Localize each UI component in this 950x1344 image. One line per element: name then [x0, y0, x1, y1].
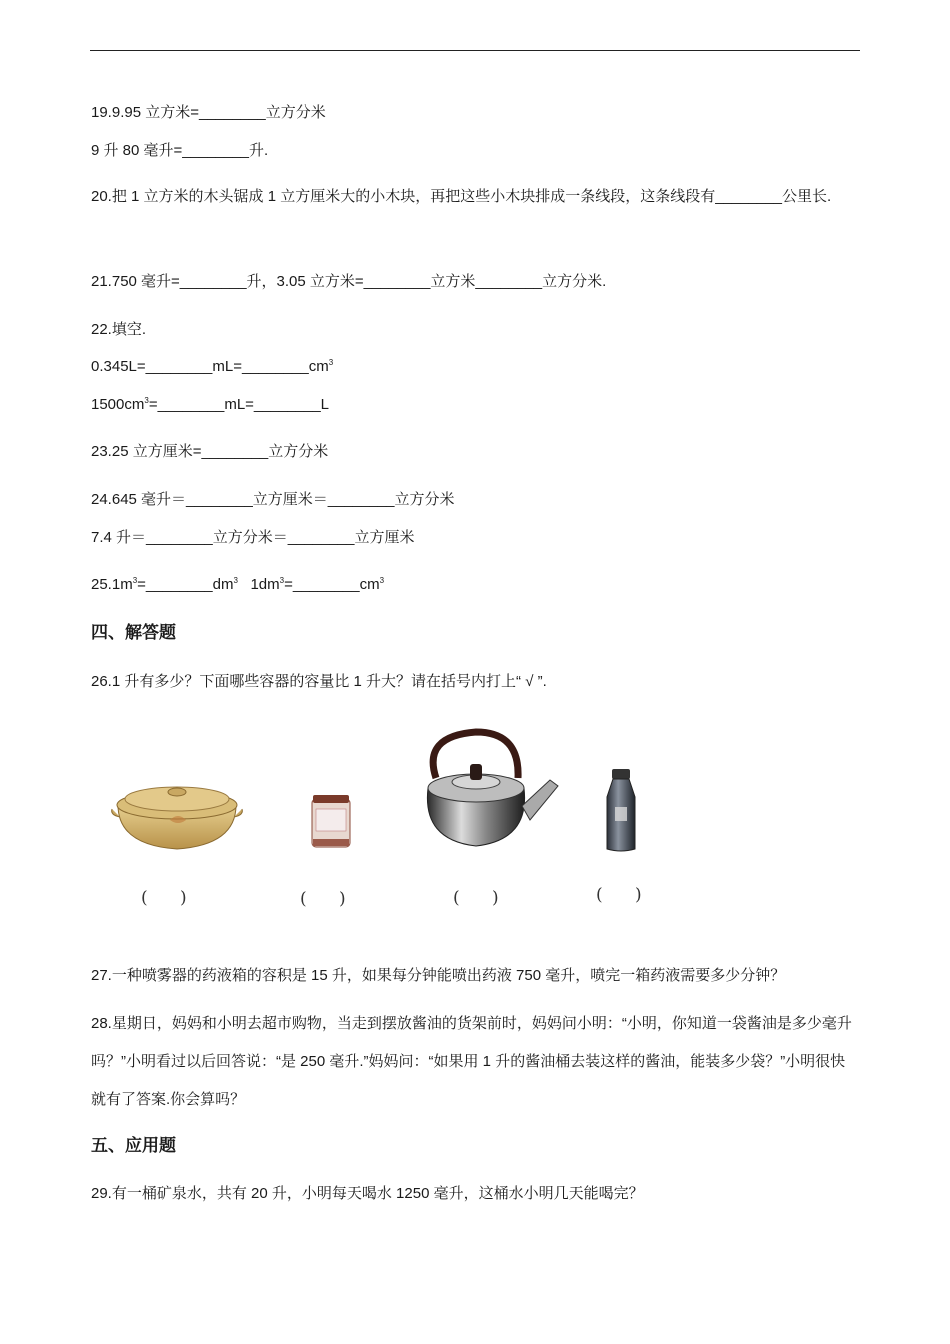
q25-p1: 25.1m — [91, 576, 133, 593]
kettle-image — [418, 728, 563, 853]
bottle-image — [604, 767, 638, 853]
question-29: 29.有一桶矿泉水，共有 20 升，小明每天喝水 1250 毫升，这桶水小明几天能喝完？ — [91, 1185, 644, 1202]
question-24a: 24.645 毫升＝________立方厘米＝________立方分米 — [91, 491, 455, 508]
question-24b: 7.4 升＝________立方分米＝________立方厘米 — [91, 529, 415, 546]
answer-paren-4[interactable]: ( ) — [596, 885, 642, 905]
q22b-post: =________mL=________L — [148, 396, 330, 413]
section-5-heading: 五、应用题 — [91, 1136, 176, 1155]
question-22b — [91, 394, 329, 416]
question-28: 28.星期日，妈妈和小明去超市购物，当走到摆放酱油的货架前时，妈妈问小明：“小明，你知道一袋酱油是多少毫升吗？”小明看过以后回答说：“是 250 毫升.”妈妈问：“如果用 1 升的酱油桶去装这样的酱油，能装多少袋？”小明很快就有了答案.你会算吗？ — [91, 1015, 852, 1108]
question-22a — [91, 356, 333, 378]
answer-paren-2[interactable]: ( ) — [300, 889, 346, 909]
question-20: 20.把 1 立方米的木头锯成 1 立方厘米大的小木块，再把这些小木块排成一条线段，这条线段有________公里长. — [91, 188, 832, 205]
q25-p3: 1dm — [237, 576, 280, 593]
question-19a: 19.9.95 立方米=________立方分米 — [91, 104, 326, 121]
q22a-sup: 3 — [328, 358, 334, 367]
jar-image — [308, 793, 354, 851]
header-rule — [90, 50, 860, 51]
question-21: 21.750 毫升=________升，3.05 立方米=________立方米________立方分米. — [91, 273, 607, 290]
q25-s1: 3 — [132, 576, 138, 585]
q25-s4: 3 — [379, 576, 385, 585]
q22b-pre: 1500cm — [91, 396, 145, 413]
question-19b: 9 升 80 毫升=________升. — [91, 142, 269, 159]
q22a-text: 0.345L=________mL=________cm — [91, 358, 329, 375]
question-26: 26.1 升有多少？下面哪些容器的容量比 1 升大？请在括号内打上“ √ ”. — [91, 673, 547, 690]
section-4-heading: 四、解答题 — [91, 623, 176, 642]
q25-p2: =________dm — [137, 576, 234, 593]
question-27: 27.一种喷雾器的药液箱的容积是 15 升，如果每分钟能喷出药液 750 毫升，喷完一箱药液需要多少分钟？ — [91, 967, 786, 984]
casserole-pot-image — [110, 765, 245, 855]
question-22-title: 22.填空. — [91, 321, 147, 338]
question-23: 23.25 立方厘米=________立方分米 — [91, 443, 329, 460]
answer-paren-3[interactable]: ( ) — [453, 888, 499, 908]
answer-paren-1[interactable]: ( ) — [141, 888, 187, 908]
q25-s3: 3 — [279, 576, 285, 585]
q25-s2: 3 — [233, 576, 238, 585]
q25-p4: =________cm — [284, 576, 380, 593]
question-25 — [91, 574, 384, 596]
q22b-sup: 3 — [144, 396, 149, 405]
